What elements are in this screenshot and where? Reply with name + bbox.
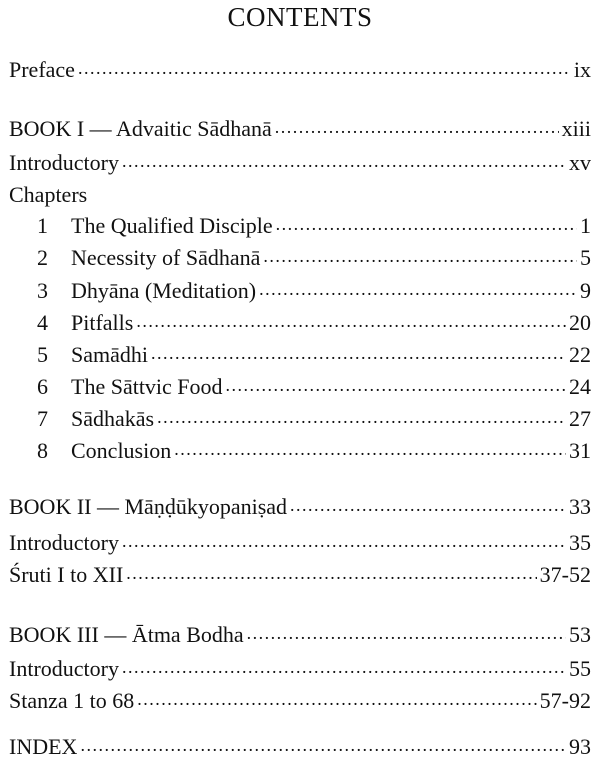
dot-leader — [137, 684, 536, 714]
dot-leader — [247, 618, 566, 648]
toc-label: Śruti I to XII — [9, 562, 124, 587]
toc-page-number: 5 — [580, 245, 591, 270]
toc-entry-chapter-8[interactable] — [37, 436, 591, 466]
toc-label: Necessity of Sādhanā — [71, 245, 261, 270]
toc-label: Sādhakās — [71, 406, 155, 431]
toc-label: Preface — [9, 57, 75, 82]
toc-label: Introductory — [9, 150, 119, 175]
chapter-number: 2 — [37, 245, 48, 270]
dot-leader — [263, 241, 577, 271]
toc-entry-chapter-3[interactable] — [37, 276, 591, 306]
toc-entry-sruti[interactable] — [9, 560, 591, 590]
chapter-number: 7 — [37, 406, 48, 431]
chapter-number: 1 — [37, 213, 48, 238]
toc-entry-stanza[interactable] — [9, 686, 591, 716]
toc-entry-book-1[interactable] — [9, 114, 591, 144]
toc-label: BOOK III — Ātma Bodha — [9, 622, 244, 647]
toc-page-number: 33 — [569, 494, 591, 519]
toc-page-number: 35 — [569, 530, 591, 555]
chapter-number: 5 — [37, 342, 48, 367]
toc-label: BOOK II — Māṇḍūkyopaniṣad — [9, 494, 288, 519]
toc-label: Introductory — [9, 530, 119, 555]
chapter-number: 3 — [37, 278, 48, 303]
toc-page-number: xiii — [561, 116, 591, 141]
chapter-number: 8 — [37, 438, 48, 463]
toc-page-number: 27 — [569, 406, 591, 431]
toc-page-number: 55 — [569, 656, 591, 681]
toc-entry-introductory-1[interactable] — [9, 148, 591, 178]
toc-page-number: 57-92 — [539, 688, 591, 713]
toc-page-number: 53 — [569, 622, 591, 647]
toc-entry-chapter-7[interactable] — [37, 404, 591, 434]
toc-entry-introductory-3[interactable] — [9, 654, 591, 684]
toc-page-number: 37-52 — [539, 562, 591, 587]
dot-leader — [122, 146, 566, 176]
toc-page-number: 22 — [569, 342, 591, 367]
chapters-heading: Chapters — [9, 182, 88, 207]
toc-entry-chapter-2[interactable] — [37, 243, 591, 273]
page-title: CONTENTS — [227, 2, 373, 32]
toc-entry-introductory-2[interactable] — [9, 528, 591, 558]
dot-leader — [122, 652, 566, 682]
toc-entry-chapter-5[interactable] — [37, 340, 591, 370]
toc-page-number: ix — [573, 57, 591, 82]
toc-page-number: 1 — [580, 213, 591, 238]
toc-label: Conclusion — [71, 438, 172, 463]
toc-label: Introductory — [9, 656, 119, 681]
toc-label: The Sāttvic Food — [71, 374, 223, 399]
chapter-number: 6 — [37, 374, 48, 399]
toc-label: Pitfalls — [71, 310, 134, 335]
toc-entry-book-3[interactable] — [9, 620, 591, 650]
toc-page-number: 20 — [569, 310, 591, 335]
toc-entry-preface[interactable] — [9, 55, 591, 85]
dot-leader — [80, 730, 566, 760]
toc-entry-book-2[interactable] — [9, 492, 591, 522]
dot-leader — [226, 370, 566, 400]
toc-label: The Qualified Disciple — [71, 213, 273, 238]
dot-leader — [151, 338, 566, 368]
toc-label: BOOK I — Advaitic Sādhanā — [9, 116, 272, 141]
dot-leader — [275, 112, 559, 142]
toc-entry-chapter-4[interactable] — [37, 308, 591, 338]
dot-leader — [259, 274, 577, 304]
toc-label: Dhyāna (Meditation) — [71, 278, 257, 303]
dot-leader — [157, 402, 566, 432]
toc-entry-index[interactable] — [9, 732, 591, 762]
chapter-number: 4 — [37, 310, 48, 335]
toc-entry-chapter-6[interactable] — [37, 372, 591, 402]
dot-leader — [122, 526, 566, 556]
dot-leader — [78, 53, 571, 83]
dot-leader — [136, 306, 566, 336]
toc-label: Samādhi — [71, 342, 148, 367]
toc-page-number: xv — [569, 150, 591, 175]
dot-leader — [290, 490, 566, 520]
toc-label: Stanza 1 to 68 — [9, 688, 135, 713]
dot-leader — [174, 434, 566, 464]
toc-page-number: 9 — [580, 278, 591, 303]
toc-entry-chapter-1[interactable] — [37, 211, 591, 241]
dot-leader — [126, 558, 536, 588]
toc-page-number: 31 — [569, 438, 591, 463]
toc-label: INDEX — [9, 734, 78, 759]
toc-page-number: 24 — [569, 374, 591, 399]
toc-page-number: 93 — [569, 734, 591, 759]
dot-leader — [276, 209, 577, 239]
